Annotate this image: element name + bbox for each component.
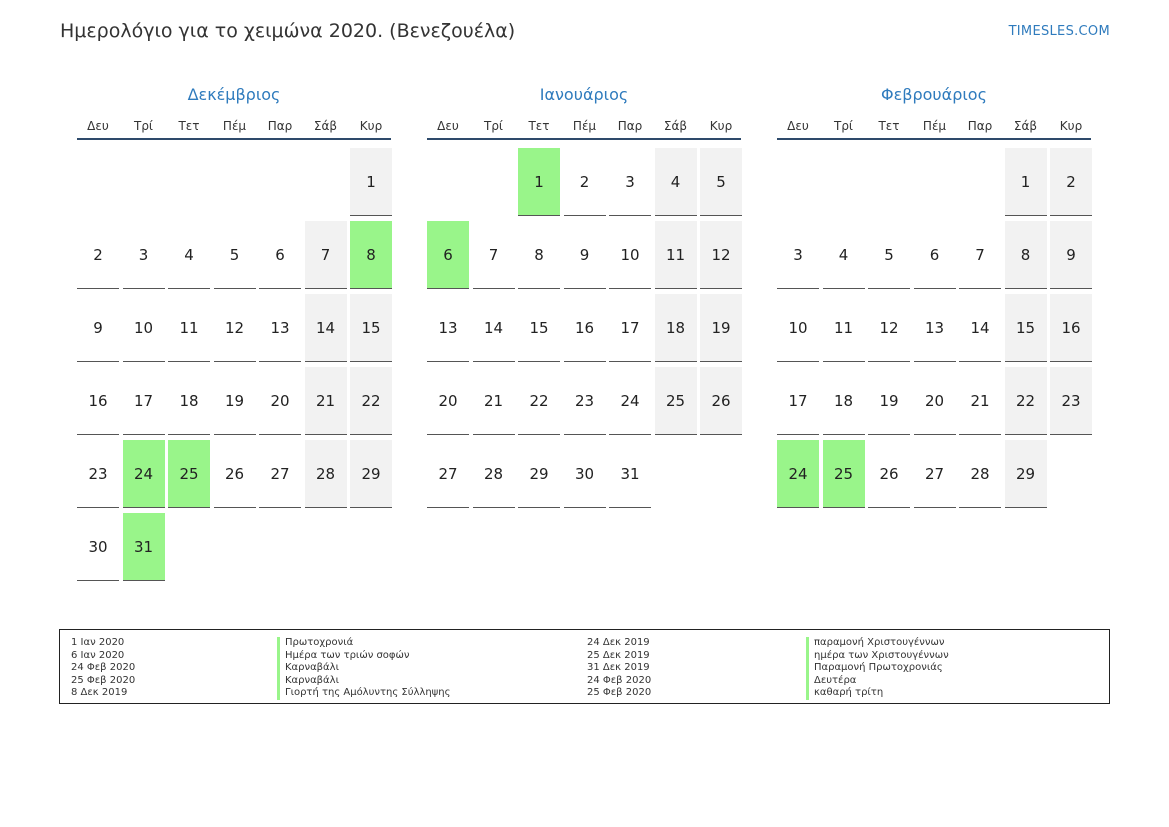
month-calendar (77, 84, 391, 556)
day-cell[interactable]: 15 (350, 294, 392, 362)
legend-names-left (277, 637, 450, 700)
weekday-label: Τρί (833, 119, 853, 133)
day-cell[interactable]: 28 (959, 440, 1001, 508)
day-cell[interactable]: 24 (609, 367, 651, 435)
day-cell[interactable]: 8 (518, 221, 560, 289)
holiday-day-cell[interactable]: 24 (123, 440, 165, 508)
day-cell[interactable]: 6 (914, 221, 956, 289)
legend-entry: 24 Φεβ 2020 (587, 674, 652, 686)
weekday-label: Κυρ (1059, 119, 1083, 133)
weekday-label: Δευ (787, 119, 809, 133)
day-cell[interactable]: 13 (914, 294, 956, 362)
day-cell[interactable]: 10 (123, 294, 165, 362)
legend-entry: 8 Δεκ 2019 (71, 687, 128, 698)
legend-entry: παραμονή Χριστουγέννων (806, 637, 949, 650)
weekday-label: Σάβ (1013, 119, 1038, 133)
day-cell[interactable]: 19 (700, 294, 742, 362)
day-cell[interactable]: 19 (214, 367, 256, 435)
day-cell[interactable]: 2 (1050, 148, 1092, 216)
day-cell[interactable]: 16 (77, 367, 119, 435)
weekday-label: Τρί (133, 119, 153, 133)
weekday-label: Τετ (528, 119, 550, 133)
day-cell[interactable]: 21 (959, 367, 1001, 435)
holiday-legend (59, 629, 1110, 704)
day-cell[interactable]: 28 (473, 440, 515, 508)
day-cell[interactable]: 12 (214, 294, 256, 362)
legend-entry: 25 Φεβ 2020 (587, 687, 652, 698)
legend-entry: 24 Δεκ 2019 (587, 637, 650, 648)
day-cell[interactable]: 9 (564, 221, 606, 289)
weekday-label: Κυρ (359, 119, 383, 133)
day-cell[interactable]: 7 (473, 221, 515, 289)
legend-entry: 31 Δεκ 2019 (587, 662, 650, 673)
legend-entry: 1 Ιαν 2020 (71, 637, 125, 648)
legend-entry: Παραμονή Πρωτοχρονιάς (806, 662, 949, 675)
day-cell[interactable]: 12 (700, 221, 742, 289)
legend-entry: Καρναβάλι (277, 662, 450, 675)
day-cell[interactable]: 17 (123, 367, 165, 435)
day-cell[interactable]: 11 (655, 221, 697, 289)
day-cell[interactable]: 6 (259, 221, 301, 289)
day-cell[interactable]: 21 (473, 367, 515, 435)
day-cell[interactable]: 13 (427, 294, 469, 362)
day-cell[interactable]: 15 (518, 294, 560, 362)
day-cell[interactable]: 25 (655, 367, 697, 435)
legend-entry: Δευτέρα (806, 675, 949, 688)
day-cell[interactable]: 28 (305, 440, 347, 508)
legend-entry: Καρναβάλι (277, 675, 450, 688)
legend-entry: καθαρή τρίτη (806, 687, 949, 700)
day-cell[interactable]: 26 (868, 440, 910, 508)
day-cell[interactable]: 15 (1005, 294, 1047, 362)
day-cell[interactable]: 14 (959, 294, 1001, 362)
day-cell[interactable]: 16 (564, 294, 606, 362)
brand-link[interactable]: TIMESLES.COM (1008, 24, 1110, 39)
legend-entry: ημέρα των Χριστουγέννων (806, 650, 949, 663)
weekday-label: Δευ (437, 119, 459, 133)
day-cell[interactable]: 29 (518, 440, 560, 508)
day-cell[interactable]: 27 (259, 440, 301, 508)
day-cell[interactable]: 29 (350, 440, 392, 508)
legend-entry: Πρωτοχρονιά (277, 637, 450, 650)
month-calendar (777, 84, 1091, 483)
day-cell[interactable]: 30 (77, 513, 119, 581)
day-cell[interactable]: 20 (914, 367, 956, 435)
legend-dates-right (587, 637, 651, 700)
weekday-header (427, 112, 741, 140)
holiday-day-cell[interactable]: 1 (518, 148, 560, 216)
day-cell[interactable]: 23 (1050, 367, 1092, 435)
day-cell[interactable]: 9 (1050, 221, 1092, 289)
weekday-header (77, 112, 391, 140)
day-cell[interactable]: 5 (868, 221, 910, 289)
day-cell[interactable]: 8 (1005, 221, 1047, 289)
legend-entry: Ημέρα των τριών σοφών (277, 650, 450, 663)
weekday-label: Δευ (87, 119, 109, 133)
weekday-label: Πέμ (222, 119, 247, 133)
weekday-label: Πέμ (572, 119, 597, 133)
day-cell[interactable]: 3 (123, 221, 165, 289)
month-calendar (427, 84, 741, 483)
day-cell[interactable]: 26 (700, 367, 742, 435)
month-name: Φεβρουάριος (881, 85, 987, 104)
day-cell[interactable]: 13 (259, 294, 301, 362)
day-cell[interactable]: 2 (564, 148, 606, 216)
holiday-day-cell[interactable]: 25 (168, 440, 210, 508)
day-cell[interactable]: 18 (823, 367, 865, 435)
day-cell[interactable]: 19 (868, 367, 910, 435)
legend-entry: 25 Δεκ 2019 (587, 649, 650, 661)
page-title: Ημερολόγιο για το χειμώνα 2020. (Βενεζουέλα) (60, 20, 516, 42)
day-cell[interactable]: 4 (168, 221, 210, 289)
holiday-day-cell[interactable]: 24 (777, 440, 819, 508)
holiday-day-cell[interactable]: 25 (823, 440, 865, 508)
weekday-label: Παρ (967, 119, 993, 133)
weekday-label: Κυρ (709, 119, 733, 133)
day-cell[interactable]: 3 (609, 148, 651, 216)
day-cell[interactable]: 17 (777, 367, 819, 435)
weekday-header (777, 112, 1091, 140)
legend-entry: 6 Ιαν 2020 (71, 649, 125, 661)
day-cell[interactable]: 21 (305, 367, 347, 435)
day-cell[interactable]: 1 (350, 148, 392, 216)
day-cell[interactable]: 27 (427, 440, 469, 508)
weekday-label: Τετ (878, 119, 900, 133)
day-cell[interactable]: 12 (868, 294, 910, 362)
day-cell[interactable]: 5 (214, 221, 256, 289)
day-cell[interactable]: 14 (305, 294, 347, 362)
day-cell[interactable]: 11 (168, 294, 210, 362)
day-cell[interactable]: 23 (564, 367, 606, 435)
day-cell[interactable]: 4 (655, 148, 697, 216)
legend-entry: 25 Φεβ 2020 (71, 674, 136, 686)
day-cell[interactable]: 1 (1005, 148, 1047, 216)
month-name: Δεκέμβριος (187, 85, 281, 104)
holiday-day-cell[interactable]: 6 (427, 221, 469, 289)
day-cell[interactable]: 23 (77, 440, 119, 508)
weekday-label: Πέμ (922, 119, 947, 133)
day-cell[interactable]: 18 (168, 367, 210, 435)
holiday-day-cell[interactable]: 31 (123, 513, 165, 581)
day-cell[interactable]: 30 (564, 440, 606, 508)
day-cell[interactable]: 16 (1050, 294, 1092, 362)
weekday-label: Σάβ (663, 119, 688, 133)
day-cell[interactable]: 22 (518, 367, 560, 435)
legend-dates-left (71, 637, 135, 700)
day-cell[interactable]: 18 (655, 294, 697, 362)
day-cell[interactable]: 20 (259, 367, 301, 435)
legend-names-right (806, 637, 949, 700)
legend-entry: 24 Φεβ 2020 (71, 662, 136, 673)
day-cell[interactable]: 11 (823, 294, 865, 362)
day-cell[interactable]: 5 (700, 148, 742, 216)
day-cell[interactable]: 10 (777, 294, 819, 362)
day-cell[interactable]: 9 (77, 294, 119, 362)
day-cell[interactable]: 31 (609, 440, 651, 508)
day-cell[interactable]: 7 (305, 221, 347, 289)
day-cell[interactable]: 22 (350, 367, 392, 435)
day-cell[interactable]: 14 (473, 294, 515, 362)
legend-entry: Γιορτή της Αμόλυντης Σύλληψης (277, 687, 450, 700)
day-cell[interactable]: 27 (914, 440, 956, 508)
day-cell[interactable]: 10 (609, 221, 651, 289)
day-cell[interactable]: 20 (427, 367, 469, 435)
day-cell[interactable]: 7 (959, 221, 1001, 289)
day-cell[interactable]: 3 (777, 221, 819, 289)
day-cell[interactable]: 26 (214, 440, 256, 508)
weekday-label: Τετ (178, 119, 200, 133)
weekday-label: Παρ (267, 119, 293, 133)
weekday-label: Σάβ (313, 119, 338, 133)
weekday-label: Τρί (483, 119, 503, 133)
day-cell[interactable]: 17 (609, 294, 651, 362)
holiday-day-cell[interactable]: 8 (350, 221, 392, 289)
day-cell[interactable]: 2 (77, 221, 119, 289)
day-cell[interactable]: 29 (1005, 440, 1047, 508)
weekday-label: Παρ (617, 119, 643, 133)
month-name: Ιανουάριος (539, 85, 629, 104)
day-cell[interactable]: 22 (1005, 367, 1047, 435)
day-cell[interactable]: 4 (823, 221, 865, 289)
